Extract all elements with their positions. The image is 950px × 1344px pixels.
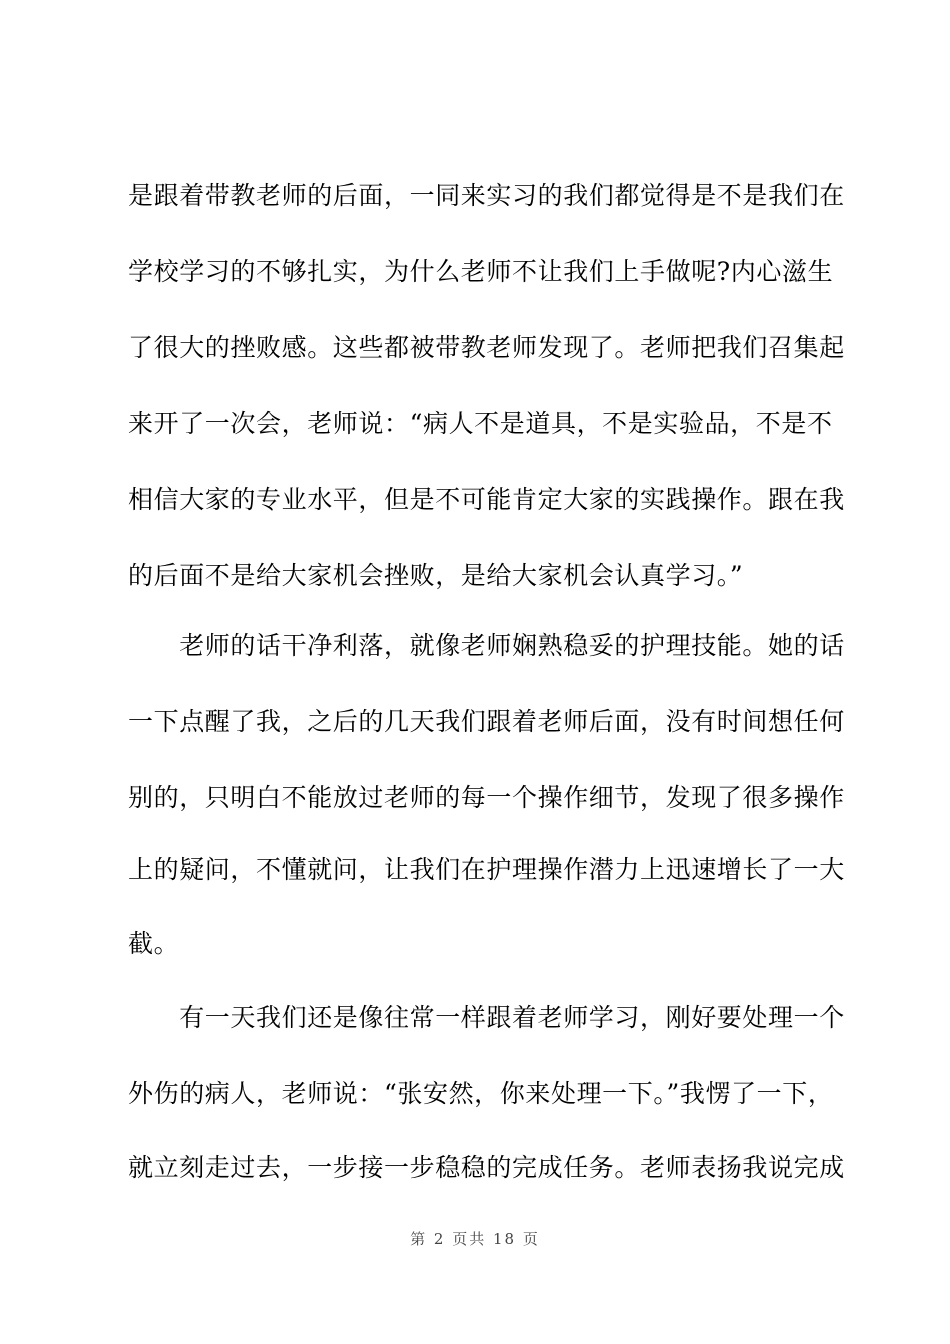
text-line: 就立刻走过去，一步接一步稳稳的完成任务。老师表扬我说完成 [128, 1153, 845, 1182]
text-line: 一下点醒了我，之后的几天我们跟着老师后面，没有时间想任何 [128, 707, 845, 736]
page-footer: 第 2 页共 18 页 [410, 1230, 540, 1248]
text-line: 截。 [128, 929, 180, 958]
text-line: 老师的话干净利落，就像老师娴熟稳妥的护理技能。她的话 [128, 631, 845, 660]
text-line: 了很大的挫败感。这些都被带教老师发现了。老师把我们召集起 [128, 333, 845, 362]
text-line: 相信大家的专业水平，但是不可能肯定大家的实践操作。跟在我 [128, 485, 845, 514]
text-line: 学校学习的不够扎实，为什么老师不让我们上手做呢?内心滋生 [128, 257, 834, 286]
text-line: 来开了一次会，老师说：“病人不是道具，不是实验品，不是不 [128, 409, 833, 438]
text-line: 上的疑问，不懂就问，让我们在护理操作潜力上迅速增长了一大 [128, 855, 845, 884]
text-line: 的后面不是给大家机会挫败，是给大家机会认真学习。” [128, 561, 744, 590]
text-line: 外伤的病人，老师说：“张安然，你来处理一下。”我愣了一下， [128, 1079, 834, 1108]
text-line: 有一天我们还是像往常一样跟着老师学习，刚好要处理一个 [128, 1003, 845, 1032]
text-line: 别的，只明白不能放过老师的每一个操作细节，发现了很多操作 [128, 783, 845, 812]
text-line: 是跟着带教老师的后面，一同来实习的我们都觉得是不是我们在 [128, 181, 845, 210]
